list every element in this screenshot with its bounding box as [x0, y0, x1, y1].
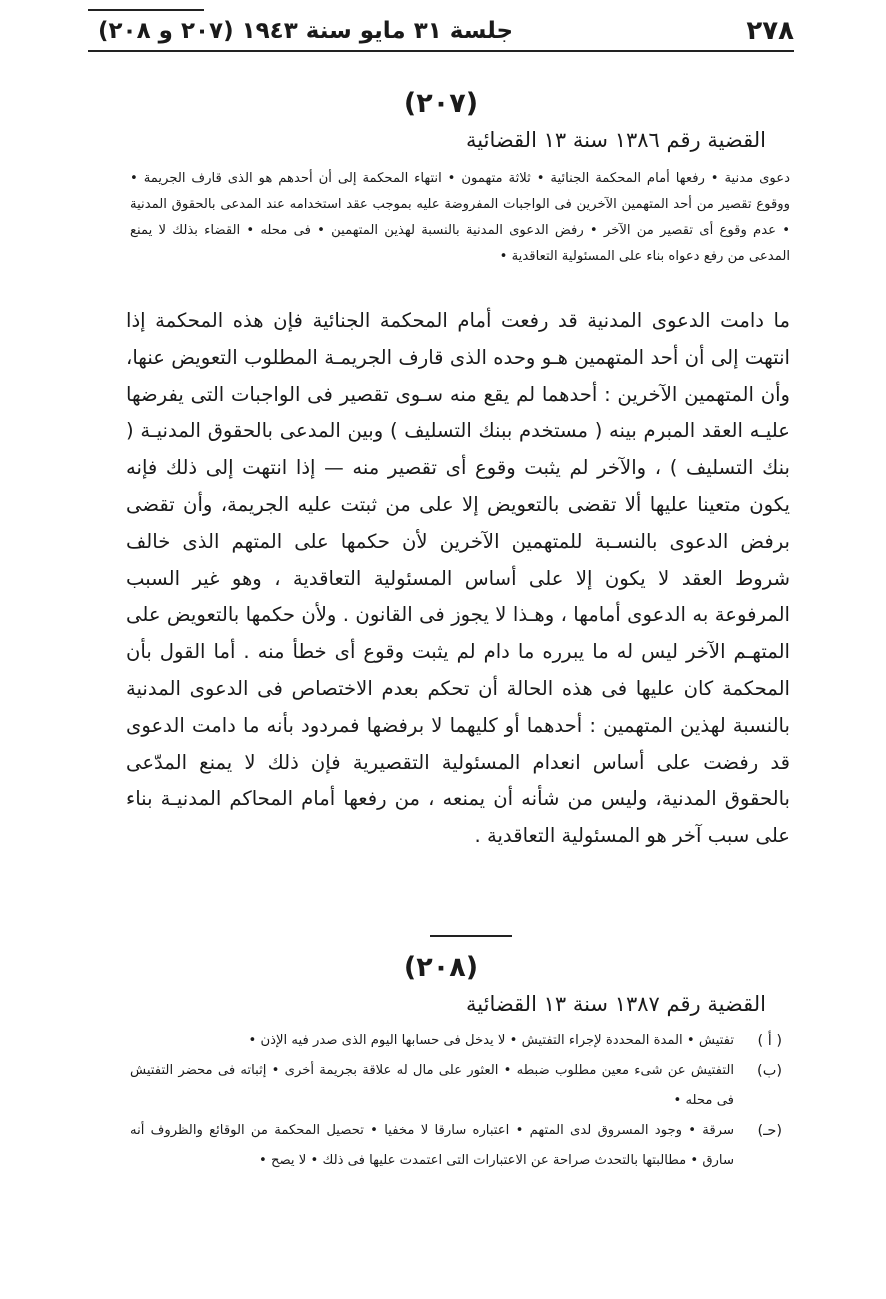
headnote-marker: (حـ) — [757, 1123, 782, 1139]
header-top-rule — [88, 9, 204, 11]
case-summary: دعوى مدنية • رفعها أمام المحكمة الجنائية • ثلاثة متهمون • انتهاء المحكمة إلى أن أحدهم هو الذى قارف الجريمة • ووقوع تقصير من أحد المتهمين الآخرين فى الواجبات المفروضة عليه بموجب عقد استخدامه عند المدعى بالحقوق المدنية • عدم وقوع أى تقصير من الآخر • رفض الدعوى المدنية بالنسبة لهذين المتهمين • فى محله • القضاء بذلك لا يمنع المدعى من رفع دعواه بناء على المسئولية التعاقدية • — [130, 171, 790, 264]
header-rule — [88, 50, 794, 52]
headnote-item — [130, 1026, 782, 1056]
headnote-text: التفتيش عن شىء معين مطلوب ضبطه • العثور على مال له علاقة بجريمة أخرى • إثباته فى محضر التفتيش فى محله • — [130, 1063, 734, 1108]
page-number: ٢٧٨ — [746, 16, 794, 46]
section-divider — [430, 935, 512, 937]
headnote-text: تفتيش • المدة المحددة لإجراء التفتيش • لا يدخل فى حسابها اليوم الذى صدر فيه الإذن • — [248, 1033, 734, 1048]
headnote-marker: ( أ ) — [757, 1033, 782, 1049]
headnote-item — [130, 1056, 782, 1116]
case-title: القضية رقم ١٣٨٦ سنة ١٣ القضائية — [466, 128, 766, 152]
headnote-list — [130, 1026, 782, 1176]
case-number: (٢٠٧) — [403, 88, 479, 119]
headnote-text: سرقة • وجود المسروق لدى المتهم • اعتباره سارقا لا مخفيا • تحصيل المحكمة من الوقائع والظروف أنه سارق • مطالبتها بالتحدث صراحة عن الاعتبارات التى اعتمدت عليها فى ذلك • لا يصح • — [130, 1123, 734, 1168]
session-title: جلسة ٣١ مايو سنة ١٩٤٣ (٢٠٧ و ٢٠٨) — [98, 18, 514, 44]
headnote-marker: (ب) — [757, 1063, 782, 1079]
headnote-item — [130, 1116, 782, 1176]
case-number: (٢٠٨) — [403, 952, 479, 983]
case-body-text: ما دامت الدعوى المدنية قد رفعت أمام المحكمة الجنائية فإن هذه المحكمة إذا انتهت إلى أن أحد المتهمين هـو وحده الذى قارف الجريمـة المطلوب التعويض عنها، وأن المتهمين الآخرين : أحدهما لم يقع منه سـوى تقصير فى الواجبات التى يفرضها عليـه العقد المبرم بينه ( مستخدم ببنك التسليف ) وبين المدعى بالحقوق المدنيـة ( بنك التسليف ) ، والآخر لم يثبت وقوع أى تقصير منه — إذا انتهت إلى ذلك فإنه يكون متعينا عليها ألا تقضى بالتعويض إلا على من ثبتت عليه الجريمة، وأن تقضى برفض الدعوى بالنسـبة للمتهمين الآخرين لأن حكمها على المتهم الذى خالف شروط العقد لا يكون إلا على أساس المسئولية التعاقدية ، وهو غير السبب المرفوعة به الدعوى أمامها ، وهـذا لا يجوز فى القانون . ولأن حكمها بالتعويض على المتهـم الآخر ليس له ما يبرره ما دام لم يثبت وقوع أى خطأ منه . أما القول بأن المحكمة كان عليها فى هذه الحالة أن تحكم بعدم الاختصاص فى الدعوى المدنية بالنسبة لهذين المتهمين : أحدهما أو كليهما لا برفضها فمردود بأنه ما دامت الدعوى قد رفضت على أساس انعدام المسئولية التقصيرية فإن ذلك لا يمنع المدّعى بالحقوق المدنية، وليس من شأنه أن يمنعه ، من رفعها أمام المحاكم المدنيـة بناء على سبب آخر هو المسئولية التعاقدية . — [126, 309, 790, 848]
case-title: القضية رقم ١٣٨٧ سنة ١٣ القضائية — [466, 992, 766, 1016]
running-header — [88, 12, 794, 50]
